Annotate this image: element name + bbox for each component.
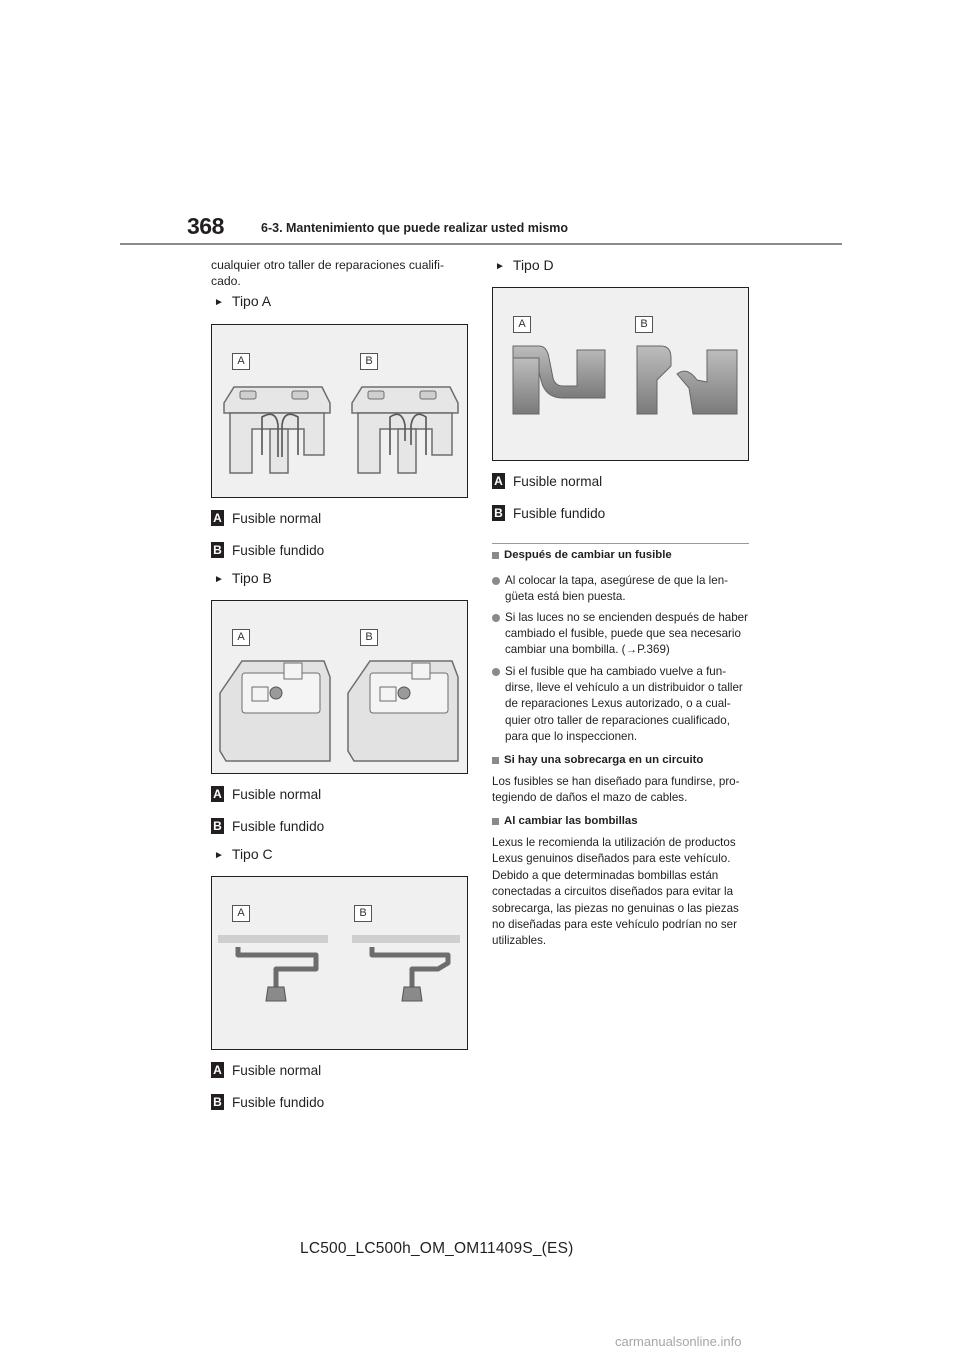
note-heading: Después de cambiar un fusible: [492, 549, 752, 561]
figure-label-b: B: [635, 316, 653, 333]
section-title: 6-3. Mantenimiento que puede realizar usted mismo: [261, 221, 569, 235]
fuse-type-c-figure: [211, 876, 468, 1050]
badge-b: B: [211, 1094, 224, 1110]
header-divider: [120, 243, 842, 245]
caption-text: Fusible normal: [513, 473, 603, 489]
cartridge-fuse-illustration: [212, 601, 467, 773]
dot-bullet-icon: [492, 577, 500, 585]
square-bullet-icon: [492, 552, 499, 559]
strip-fuse-illustration: [212, 877, 467, 1049]
figure-label-b: B: [354, 905, 372, 922]
figure-label-b: B: [360, 629, 378, 646]
caption-row: [211, 1094, 324, 1110]
fuse-type-b-figure: [211, 600, 468, 774]
type-c-label: ► Tipo C: [214, 846, 273, 862]
badge-a: A: [211, 1062, 224, 1078]
note-paragraph: Lexus le recomienda la utilización de productos Lexus genuinos diseñados para este vehículo. Debido a que determinadas bombillas están conectadas a circuitos diseñados para evitar la sobrecarga, las piezas no genuinas o las piezas no diseñadas para este vehículo podrían no ser utilizables.: [492, 836, 739, 948]
square-bullet-icon: [492, 757, 499, 764]
caption-row: [211, 1062, 321, 1078]
note-paragraph: Los fusibles se han diseñado para fundirse, pro- tegiendo de daños el mazo de cables.: [492, 775, 740, 805]
type-b-label: ► Tipo B: [214, 570, 272, 586]
note-heading: Al cambiar las bombillas: [492, 815, 752, 827]
caption-row: [492, 473, 602, 489]
figure-label-a: A: [513, 316, 531, 333]
arrow-right-icon: ►: [495, 261, 505, 272]
figure-label-a: A: [232, 629, 250, 646]
page-number: 368: [187, 213, 224, 239]
caption-text: Fusible normal: [232, 1062, 322, 1078]
caption-text: Fusible normal: [232, 786, 322, 802]
bullet-item: Si el fusible que ha cambiado vuelve a fun- dirse, lleve el vehículo a un distribuidor o taller de reparaciones Lexus autorizado, o a cual- quier otro taller de reparaciones cualificado, para que lo inspeccionen.: [492, 664, 754, 745]
caption-row: [211, 786, 321, 802]
badge-b: B: [211, 818, 224, 834]
dot-bullet-icon: [492, 614, 500, 622]
bullet-item: Al colocar la tapa, asegúrese de que la len- güeta está bien puesta.: [492, 573, 754, 605]
arrow-right-icon: ►: [214, 297, 224, 308]
square-bullet-icon: [492, 818, 499, 825]
caption-text: Fusible normal: [232, 510, 322, 526]
notes-divider: [492, 543, 749, 544]
link-fuse-illustration: [493, 288, 748, 460]
caption-row: [211, 818, 324, 834]
badge-a: A: [211, 510, 224, 526]
badge-a: A: [492, 473, 505, 489]
footer-model-code: LC500_LC500h_OM_OM11409S_(ES): [300, 1240, 574, 1257]
badge-a: A: [211, 786, 224, 802]
watermark: carmanualsonline.info: [615, 1334, 742, 1349]
intro-text: cualquier otro taller de reparaciones cualifi- cado.: [211, 258, 445, 289]
note-heading: Si hay una sobrecarga en un circuito: [492, 754, 752, 766]
dot-bullet-icon: [492, 668, 500, 676]
caption-text: Fusible fundido: [232, 818, 325, 834]
type-d-label: ► Tipo D: [495, 257, 554, 273]
caption-text: Fusible fundido: [232, 542, 325, 558]
caption-text: Fusible fundido: [513, 505, 606, 521]
arrow-right-icon: ►: [214, 574, 224, 585]
badge-b: B: [492, 505, 505, 521]
caption-text: Fusible fundido: [232, 1094, 325, 1110]
figure-label-b: B: [360, 353, 378, 370]
badge-b: B: [211, 542, 224, 558]
fuse-type-a-figure: [211, 324, 468, 498]
caption-row: [211, 510, 321, 526]
caption-row: [492, 505, 605, 521]
caption-row: [211, 542, 324, 558]
blade-fuse-illustration: [212, 325, 467, 497]
type-a-label: ► Tipo A: [214, 293, 272, 309]
arrow-right-icon: ►: [214, 850, 224, 861]
figure-label-a: A: [232, 353, 250, 370]
bullet-item: Si las luces no se encienden después de haber cambiado el fusible, puede que sea necesario cambiar una bombilla. (→P.369): [492, 610, 754, 659]
fuse-type-d-figure: [492, 287, 749, 461]
figure-label-a: A: [232, 905, 250, 922]
